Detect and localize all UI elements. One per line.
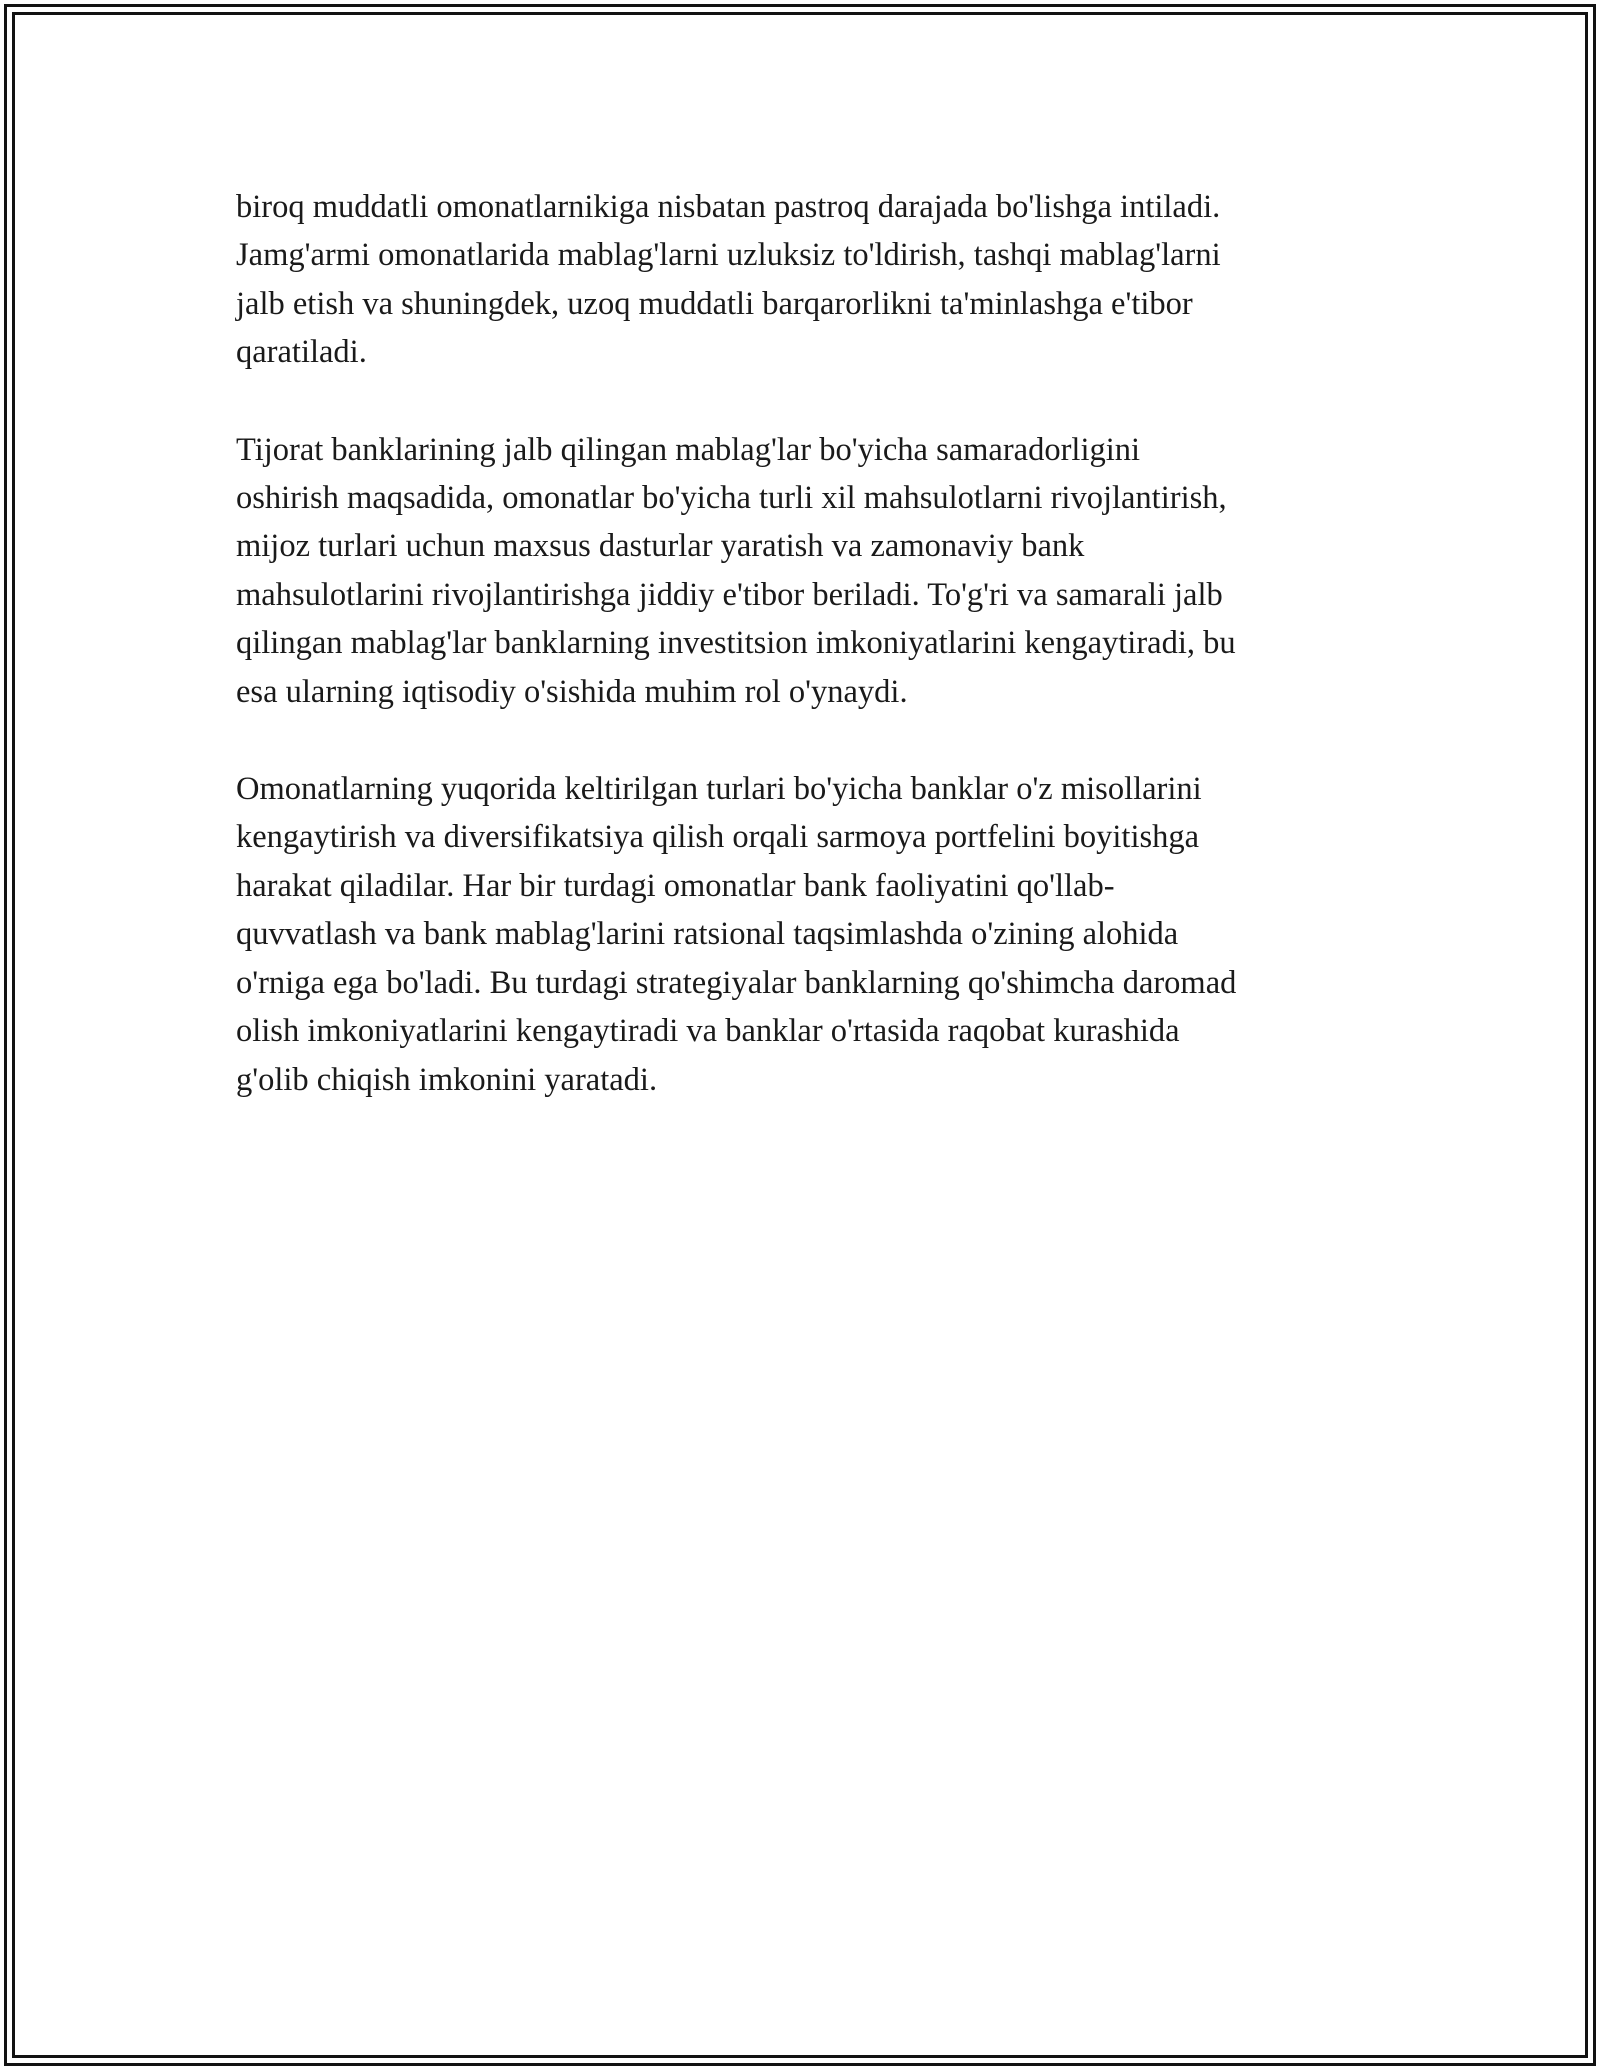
paragraph-line: qilingan mablag'lar banklarning investitsion imkoniyatlarini kengaytiradi, bu <box>236 625 1236 662</box>
paragraph-line: Omonatlarning yuqorida keltirilgan turlari bo'yicha banklar o'z misollarini <box>236 771 1202 808</box>
paragraph-line: Tijorat banklarining jalb qilingan mablag'lar bo'yicha samaradorligini <box>236 431 1141 468</box>
paragraph-line: biroq muddatli omonatlarnikiga nisbatan pastroq darajada bo'lishga intiladi. <box>236 189 1221 225</box>
paragraph-line: mahsulotlarini rivojlantirishga jiddiy e'tibor beriladi. To'g'ri va samarali jalb <box>236 576 1223 613</box>
paragraph-line: oshirish maqsadida, omonatlar bo'yicha turli xil mahsulotlarni rivojlantirish, <box>236 480 1227 517</box>
paragraph-line: Jamg'armi omonatlarida mablag'larni uzluksiz to'ldirish, tashqi mablag'larni <box>236 237 1221 274</box>
paragraph-3 <box>236 765 1386 1104</box>
paragraph-line: quvvatlash va bank mablag'larini ratsional taqsimlashda o'zining alohida <box>236 916 1179 953</box>
paragraph-line: qaratiladi. <box>236 334 367 371</box>
paragraph-line: esa ularning iqtisodiy o'sishida muhim rol o'ynaydi. <box>236 673 908 710</box>
paragraph-2 <box>236 426 1386 716</box>
paragraph-1 <box>236 183 1386 377</box>
paragraph-line: jalb etish va shuningdek, uzoq muddatli barqarorlikni ta'minlashga e'tibor <box>236 285 1193 322</box>
paragraph-line: olish imkoniyatlarini kengaytiradi va banklar o'rtasida raqobat kurashida <box>236 1013 1180 1050</box>
paragraph-line: kengaytirish va diversifikatsiya qilish orqali sarmoya portfelini boyitishga <box>236 819 1200 856</box>
paragraph-line: o'rniga ega bo'ladi. Bu turdagi strategiyalar banklarning qo'shimcha daromad <box>236 964 1237 1001</box>
paragraph-line: harakat qiladilar. Har bir turdagi omonatlar bank faoliyatini qo'llab- <box>236 867 1115 904</box>
document-body <box>236 183 1386 1153</box>
paragraph-line: mijoz turlari uchun maxsus dasturlar yaratish va zamonaviy bank <box>236 528 1085 565</box>
paragraph-line: g'olib chiqish imkonini yaratadi. <box>236 1061 658 1098</box>
